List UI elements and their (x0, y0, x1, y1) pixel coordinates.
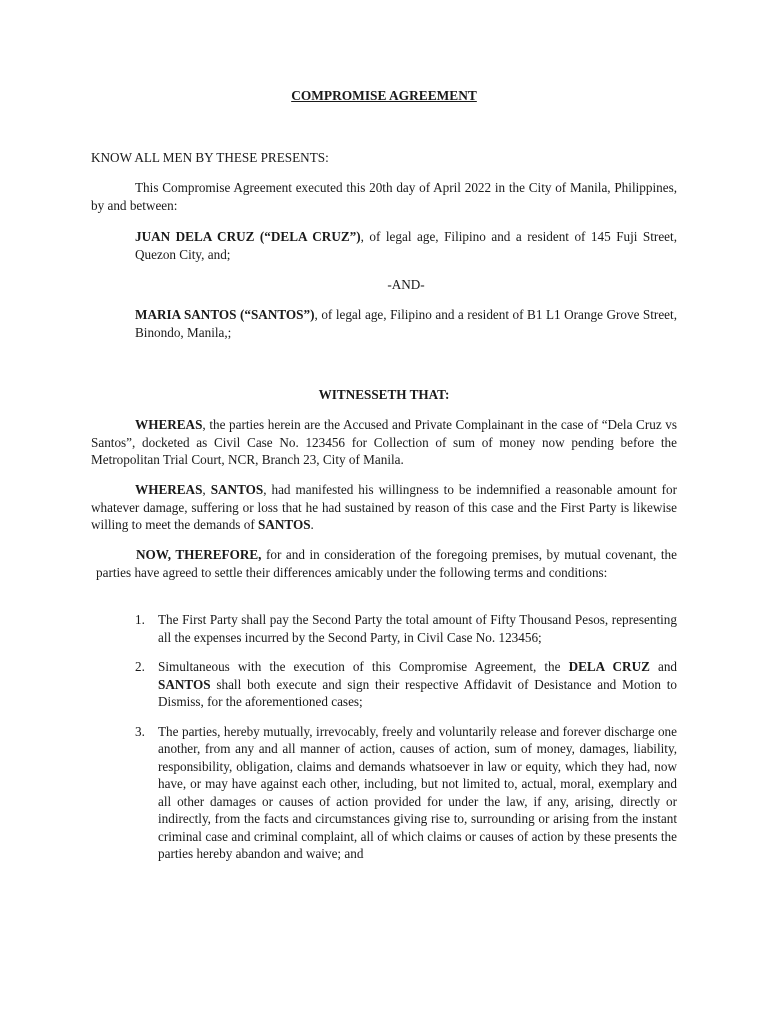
document-title: COMPROMISE AGREEMENT (291, 88, 477, 103)
term-text: shall both execute and sign their respective Affidavit of Desistance and Motion to Dismiss, for the aforementioned cases; (158, 676, 677, 709)
term-number: 3. (135, 723, 145, 739)
witnesseth-heading: WITNESSETH THAT: (318, 387, 450, 402)
santos-name: SANTOS (158, 676, 211, 692)
party2-details: , of legal age, Filipino and a resident of B1 L1 Orange Grove Street, Binondo, Manila,; (135, 307, 677, 340)
whereas-paragraph-2 (91, 481, 677, 534)
dela-cruz-name: DELA CRUZ (568, 659, 650, 674)
terms-list (135, 611, 677, 863)
term-number: 1. (135, 612, 145, 627)
party2-paragraph (135, 306, 677, 341)
now-therefore-paragraph (96, 546, 677, 581)
intro-paragraph: This Compromise Agreement executed this 20th day of April 2022 in the City of Manila, Philippines, by and between: (91, 180, 677, 213)
now-therefore-text: for and in consideration of the foregoing premises, by mutual covenant, the parties have agreed to settle their differences amicably under the following terms and conditions: (96, 547, 677, 580)
whereas-text: , the parties herein are the Accused and Private Complainant in the case of “Dela Cruz vs Santos”, docketed as Civil Case No. 123456 for Collection of sum of money now pending before the Metropolitan Trial Court, NCR, Branch 23, City of Manila. (91, 417, 677, 467)
term-number: 2. (135, 659, 145, 674)
term-text: The First Party shall pay the Second Party the total amount of Fifty Thousand Pesos, representing all the expenses incurred by the Second Party, in Civil Case No. 123456; (158, 612, 677, 645)
list-item (135, 658, 677, 711)
party1-name: JUAN DELA CRUZ (“DELA CRUZ”) (135, 229, 361, 244)
term-text: Simultaneous with the execution of this Compromise Agreement, the (158, 659, 569, 674)
list-item (135, 611, 677, 646)
whereas-paragraph-1 (91, 416, 677, 469)
santos-name: SANTOS (210, 482, 264, 497)
party2-name: MARIA SANTOS (“SANTOS”) (135, 307, 315, 322)
term-text: The parties, hereby mutually, irrevocably, freely and voluntarily release and forever discharge one another, from any and all manner of action, causes of action, sum of money, damages, liability, responsibility, obligation, claims and demands whatsoever in law or equity, which they had, now have, or may have against each other, including, but not limited to, actual, moral, exemplary and all other damages or causes of action provided for under the law, if any, arising, directly or indirectly, from the facts and circumstances giving rise to, surrounding or arising from the instant criminal case and criminal complaint, all of which claims or causes of action by these presents the parties hereby abandon and waive; and (158, 723, 677, 861)
whereas-text: , had manifested his willingness to be indemnified a reasonable amount for whatever damage, suffering or loss that he had sustained by reason of this case and the First Party is likewise willing to meet the demands of (91, 482, 678, 532)
term-text: and (649, 659, 678, 674)
whereas-lead: WHEREAS (135, 482, 203, 497)
and-separator: -AND- (387, 277, 425, 292)
party1-details: , of legal age, Filipino and a resident of 145 Fuji Street, Quezon City, and; (135, 229, 677, 262)
list-item (135, 723, 677, 863)
now-therefore-lead: NOW, THEREFORE, (136, 547, 262, 562)
opening-line: KNOW ALL MEN BY THESE PRESENTS: (91, 150, 329, 165)
santos-name: SANTOS (258, 517, 311, 532)
whereas-end: . (310, 517, 314, 532)
whereas-lead: WHEREAS (135, 417, 203, 432)
party1-paragraph (135, 228, 677, 263)
whereas-separator: , (202, 482, 211, 497)
